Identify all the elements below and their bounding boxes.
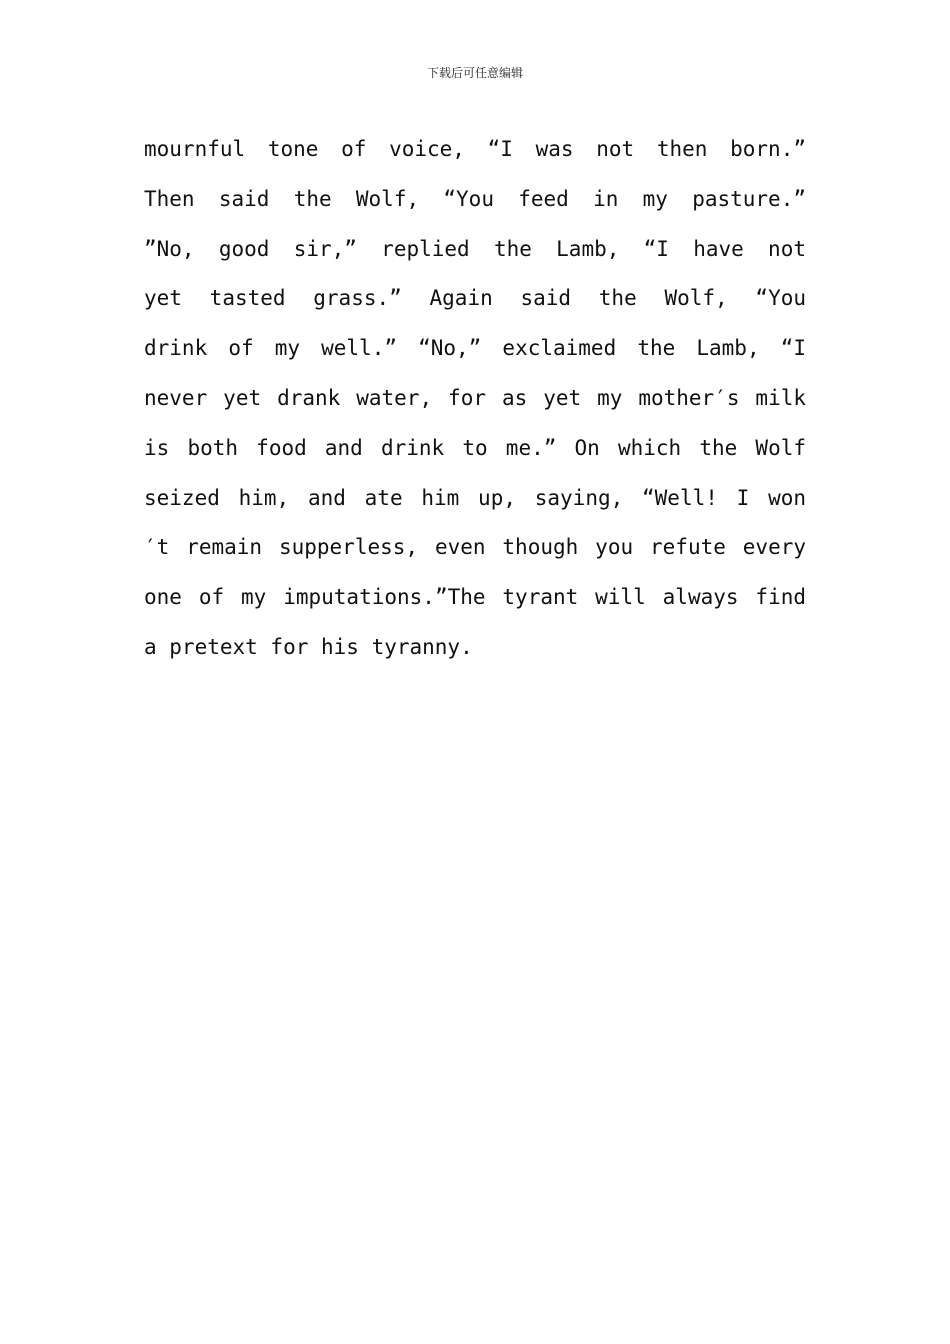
text-line: ”No, good sir,” replied the Lamb, “I have not: [144, 236, 806, 261]
text-line: a pretext for his tyranny.: [144, 634, 473, 659]
text-line: one of my imputations.”The tyrant will always find: [144, 585, 806, 610]
text-line: drink of my well.” “No,” exclaimed the Lamb, “I: [144, 336, 806, 361]
page-header-note: 下载后可任意编辑: [426, 66, 523, 80]
text-line: ′t remain supperless, even though you refute every: [144, 535, 806, 560]
text-line: yet tasted grass.” Again said the Wolf, “You: [144, 286, 806, 311]
text-line: mournful tone of voice, “I was not then born.”: [144, 137, 806, 161]
text-line: Then said the Wolf, “You feed in my pasture.”: [144, 186, 806, 211]
text-line: is both food and drink to me.” On which the Wolf: [144, 435, 806, 460]
text-line: never yet drank water, for as yet my mother′s milk: [144, 385, 806, 410]
text-line: seized him, and ate him up, saying, “Well! I won: [144, 485, 806, 510]
body-text: [144, 125, 806, 673]
